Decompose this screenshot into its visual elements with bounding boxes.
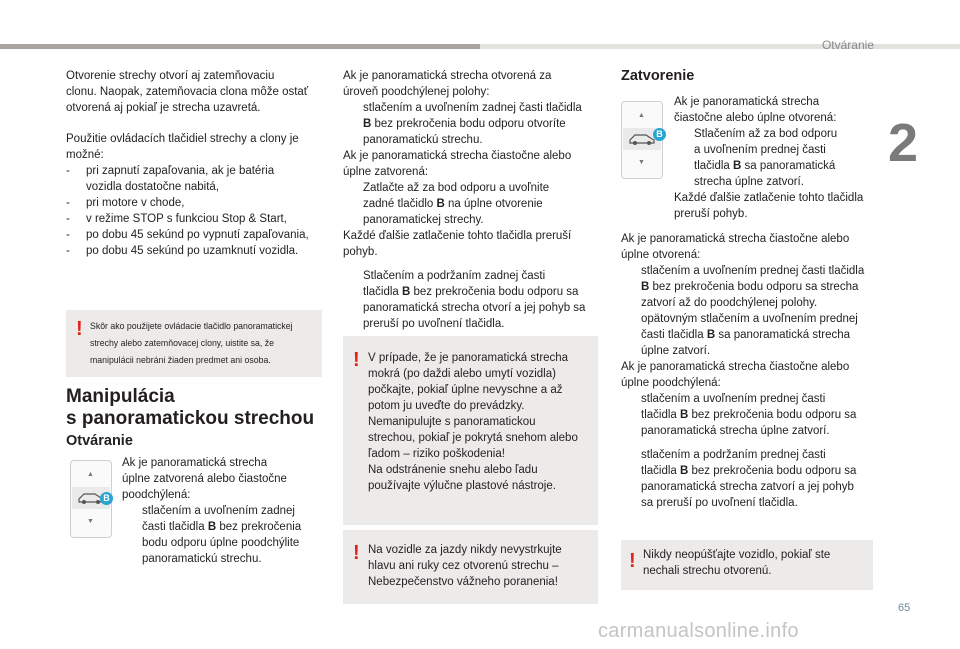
warning-text <box>368 542 594 590</box>
button-ref: B <box>436 198 445 210</box>
text-line: zatvorí až do poodchýlenej polohy. <box>641 297 818 309</box>
list-item <box>621 311 883 359</box>
warning-icon: ! <box>76 318 83 340</box>
warning-icon: ! <box>353 542 360 564</box>
dash-marker: - <box>66 245 70 257</box>
text-span: bez prekročenia bodu odporu sa strecha <box>649 281 859 293</box>
list-item <box>343 180 603 228</box>
section-title: Otváranie <box>821 38 874 52</box>
list-item <box>66 195 328 211</box>
text-line: panoramatickú strechu. <box>142 553 262 565</box>
button-ref: B <box>363 118 372 130</box>
text-span: časti tlačidla <box>142 521 208 533</box>
button-ref: B <box>207 521 217 533</box>
text-line: v režime STOP s funkciou Stop & Start, <box>86 213 287 225</box>
text-line: panoramatickú strechu. <box>363 134 483 146</box>
text-line: používajte výlučne plastové nástroje. <box>368 480 556 492</box>
conditions-block <box>66 131 328 259</box>
button-ref: B <box>680 465 689 477</box>
warning-text <box>643 547 869 579</box>
text-line: čiastočne alebo úplne otvorená: <box>674 112 837 124</box>
text-line: po dobu 45 sekúnd po uzamknutí vozidla. <box>86 245 299 257</box>
text-line: panoramatická strecha otvorí a jej pohyb sa <box>363 302 586 314</box>
text-line: stlačením a podržaním prednej časti <box>641 449 826 461</box>
text-line: panoramatická strecha úplne zatvorí. <box>641 425 830 437</box>
text-line: ľadom – riziko poškodenia! <box>368 448 505 460</box>
text-line: úplne zatvorená alebo čiastočne <box>122 473 287 485</box>
text-line: preruší pohyb. <box>674 208 748 220</box>
text-line: Stlačením až za bod odporu <box>694 128 838 140</box>
car-roof-icon <box>628 132 656 146</box>
list-item <box>621 263 883 311</box>
text-line: Na odstránenie snehu alebo ľadu <box>368 464 538 476</box>
text-span: tlačidla <box>641 409 680 421</box>
dash-marker: - <box>66 165 70 177</box>
list-item <box>674 126 884 190</box>
text-line: panoramatickej strechy. <box>363 214 484 226</box>
button-ref: B <box>706 329 716 341</box>
text-line: Stlačením a podržaním zadnej časti <box>363 270 546 282</box>
text-line: V prípade, že je panoramatická strecha <box>368 352 569 364</box>
main-heading <box>66 386 314 430</box>
dash-marker: - <box>66 213 70 225</box>
arrow-up-icon: ▲ <box>638 112 645 119</box>
text-line: panoramatická strecha zatvorí a jej pohyb <box>641 481 854 493</box>
text-line: Každé ďalšie zatlačenie tohto tlačidla <box>674 192 864 204</box>
text-line: Zatlačte až za bod odporu a uvoľnite <box>363 182 550 194</box>
warning-text <box>90 318 293 369</box>
list-item <box>66 211 328 227</box>
text-line: clonu. Naopak, zatemňovacia clona môže ostať <box>66 86 309 98</box>
text-line: strecha úplne zatvorí. <box>694 176 804 188</box>
text-line: úplne zatvorená: <box>343 166 429 178</box>
warning-box <box>343 336 598 525</box>
text-line: stlačením a uvoľnením prednej časti tlačidla <box>641 265 865 277</box>
text-span: bez prekročenia <box>216 521 302 533</box>
text-line: pri motore v chode, <box>86 197 185 209</box>
text-line: Otvorenie strechy otvorí aj zatemňovaciu <box>66 70 275 82</box>
warning-text <box>368 350 594 494</box>
text-line: úplne zatvorí. <box>641 345 711 357</box>
header-bar-dark <box>0 44 480 49</box>
text-line: možné: <box>66 149 104 161</box>
text-line: Použitie ovládacích tlačidiel strechy a clony je <box>66 133 299 145</box>
text-line: úroveň poodchýlenej polohy: <box>343 86 490 98</box>
text-line <box>363 116 603 132</box>
list-item <box>66 163 328 195</box>
text-line <box>363 284 603 300</box>
button-ref: B <box>733 160 742 172</box>
warning-box <box>66 310 322 377</box>
text-span: časti tlačidla <box>641 329 707 341</box>
warning-icon: ! <box>629 550 636 572</box>
header-bar-light <box>480 44 960 49</box>
text-span: bez prekročenia bodu odporu sa <box>688 465 857 477</box>
list-item <box>122 503 322 567</box>
intro-paragraph <box>66 68 328 116</box>
button-b-badge: B <box>653 128 666 141</box>
text-line: sa preruší po uvoľnení tlačidla. <box>641 497 798 509</box>
subheading-open: Otváranie <box>66 433 133 449</box>
text-line: strechou, pokiaľ je pokrytá snehom alebo <box>368 432 578 444</box>
text-line: Ak je panoramatická strecha otvorená za <box>343 70 552 82</box>
dash-marker: - <box>66 197 70 209</box>
text-line: počkajte, pokiaľ úplne nevyschne a až <box>368 384 563 396</box>
text-line <box>142 519 322 535</box>
text-line: poodchýlená: <box>122 489 191 501</box>
arrow-down-icon: ▼ <box>638 159 645 166</box>
text-line: Nebezpečenstvo vážneho poranenia! <box>368 576 558 588</box>
arrow-up-icon: ▲ <box>87 471 94 478</box>
text-span: zadné tlačidlo <box>363 198 437 210</box>
button-b-badge: B <box>100 492 113 505</box>
list-item <box>66 243 328 259</box>
list-item <box>66 227 328 243</box>
text-span: sa panoramatická <box>741 160 836 172</box>
text-line: opätovným stlačením a uvoľnením prednej <box>641 313 858 325</box>
watermark: carmanualsonline.info <box>598 620 799 642</box>
text-line: hlavu ani ruky cez otvorenú strechu – <box>368 560 559 572</box>
text-line: po dobu 45 sekúnd po vypnutí zapaľovania, <box>86 229 309 241</box>
text-line <box>641 407 883 423</box>
text-line <box>363 196 603 212</box>
button-ref: B <box>641 281 650 293</box>
text-line: bodu odporu úplne poodchýlite <box>142 537 300 549</box>
button-ref: B <box>680 409 689 421</box>
text-line: stlačením a uvoľnením prednej časti <box>641 393 826 405</box>
text-line <box>641 463 883 479</box>
warning-box <box>343 530 598 604</box>
text-span: bez prekročenia bodu odporu sa <box>410 286 579 298</box>
text-span: bez prekročenia bodu odporu otvoríte <box>371 118 566 130</box>
text-line: mokrá (po daždi alebo umytí vozidla) <box>368 368 556 380</box>
text-line: stlačením a uvoľnením zadnej <box>142 505 295 517</box>
text-span: bez prekročenia bodu odporu sa <box>688 409 857 421</box>
text-line: Ak je panoramatická strecha čiastočne alebo <box>621 233 850 245</box>
text-line: potom ju uveďte do prevádzky. <box>368 400 525 412</box>
text-line: a uvoľnením prednej časti <box>694 144 826 156</box>
dash-marker: - <box>66 229 70 241</box>
text-line: úplne otvorená: <box>621 249 701 261</box>
col3-text <box>621 231 883 511</box>
close-paragraph <box>674 94 884 222</box>
text-line: Každé ďalšie zatlačenie tohto tlačidla preruší <box>343 230 572 242</box>
text-line: otvorená aj pokiaľ je strecha uzavretá. <box>66 102 261 114</box>
text-line: vozidla dostatočne nabitá, <box>86 181 219 193</box>
list-item <box>621 391 883 439</box>
text-span: tlačidla <box>641 465 680 477</box>
text-line: Na vozidle za jazdy nikdy nevystrkujte <box>368 544 562 556</box>
text-line <box>641 327 883 343</box>
text-span: tlačidla <box>694 160 733 172</box>
text-line: nechali strechu otvorenú. <box>643 565 772 577</box>
text-line: strechy alebo zatemňovacej clony, uistite sa, že <box>90 338 274 349</box>
text-line: Ak je panoramatická strecha <box>674 96 820 108</box>
text-line: Nemanipulujte s panoramatickou <box>368 416 536 428</box>
text-line: manipulácii nebráni žiaden predmet ani osoba. <box>90 355 271 366</box>
text-span: tlačidla <box>363 286 402 298</box>
text-span: na úplne otvorenie <box>444 198 543 210</box>
chapter-number: 2 <box>888 113 919 173</box>
text-line <box>694 158 884 174</box>
list-item <box>621 447 883 511</box>
text-line <box>641 279 883 295</box>
page-number: 65 <box>898 602 911 614</box>
heading-line: s panoramatickou strechou <box>66 408 315 429</box>
text-line: Ak je panoramatická strecha čiastočne alebo <box>621 361 850 373</box>
arrow-down-icon: ▼ <box>87 518 94 525</box>
heading-line: Manipulácia <box>66 386 175 407</box>
text-line: úplne poodchýlená: <box>621 377 721 389</box>
text-line: stlačením a uvoľnením zadnej časti tlačidla <box>363 102 582 114</box>
text-line: Ak je panoramatická strecha <box>122 457 268 469</box>
warning-icon: ! <box>353 349 360 371</box>
text-line: Skôr ako použijete ovládacie tlačidlo panoramatickej <box>90 321 293 332</box>
text-line: pri zapnutí zapaľovania, ak je batéria <box>86 165 275 177</box>
text-line: preruší po uvoľnení tlačidla. <box>363 318 505 330</box>
text-line: Nikdy neopúšťajte vozidlo, pokiaľ ste <box>643 549 831 561</box>
list-item <box>343 268 603 332</box>
text-span: sa panoramatická strecha <box>715 329 851 341</box>
warning-box <box>621 540 873 590</box>
text-line: Ak je panoramatická strecha čiastočne alebo <box>343 150 572 162</box>
subheading-close: Zatvorenie <box>621 68 695 84</box>
list-item <box>343 100 603 148</box>
button-ref: B <box>402 286 411 298</box>
col2-text <box>343 68 603 332</box>
text-line: pohyb. <box>343 246 378 258</box>
open-paragraph <box>122 455 322 567</box>
